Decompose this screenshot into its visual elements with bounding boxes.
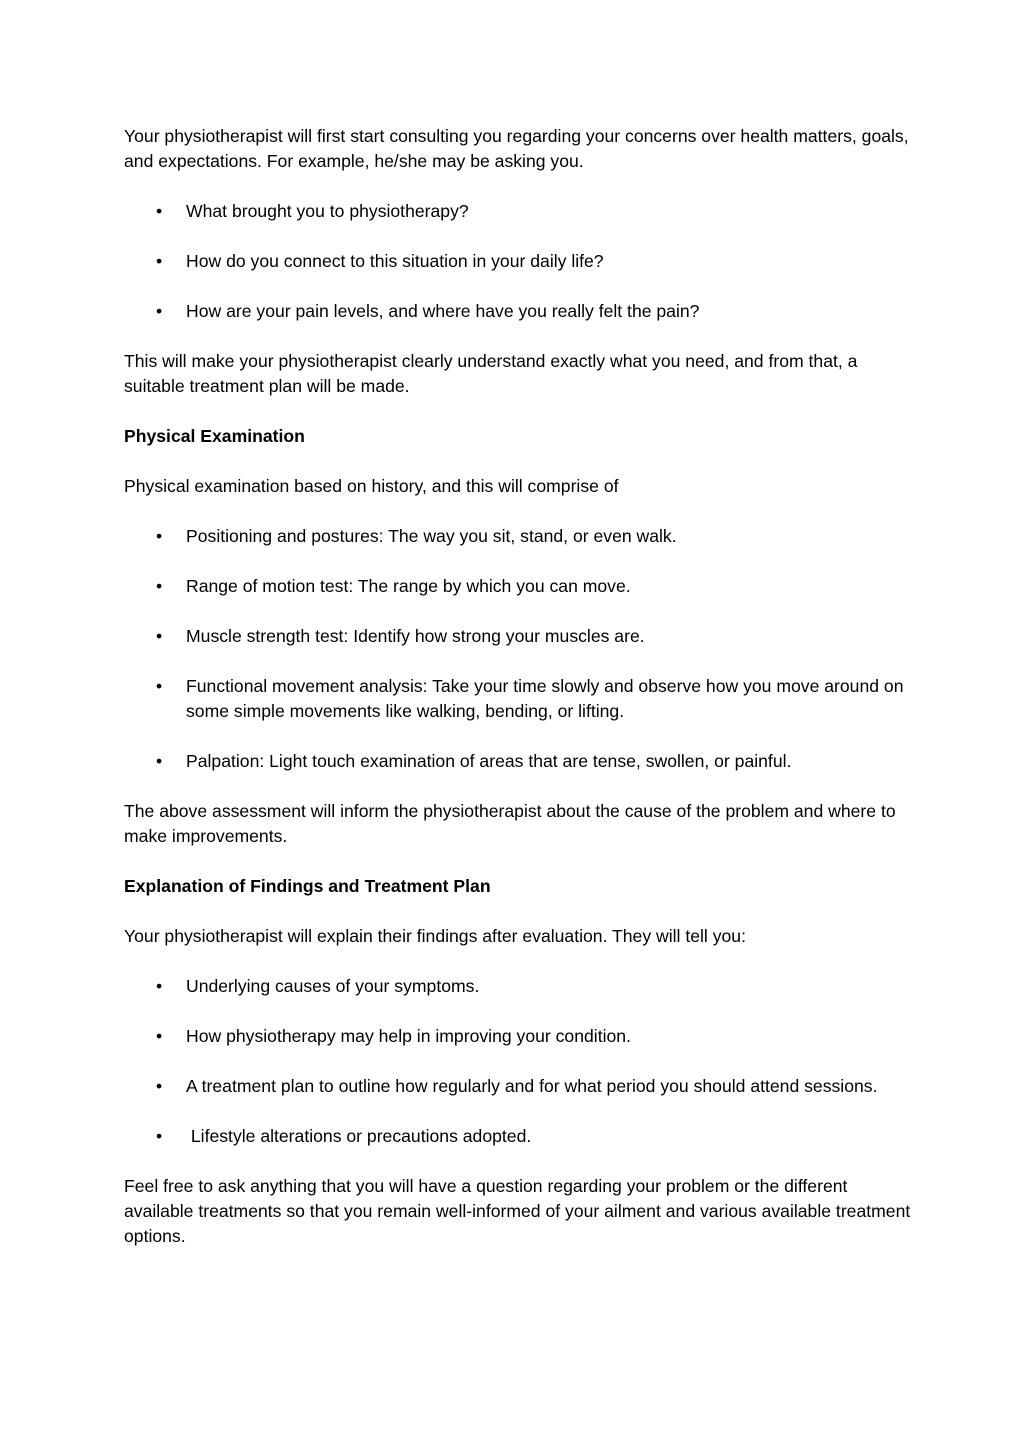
findings-lead: Your physiotherapist will explain their findings after evaluation. They will tell you: [124, 926, 746, 946]
list-item [124, 1024, 914, 1049]
bullet-icon: • [156, 976, 163, 996]
list-item-text: How physiotherapy may help in improving your condition. [186, 1026, 631, 1046]
list-item-text: Palpation: Light touch examination of areas that are tense, swollen, or painful. [186, 751, 792, 771]
intro-question-list [124, 199, 914, 324]
list-item-text: How do you connect to this situation in your daily life? [186, 251, 604, 271]
intro-paragraph: Your physiotherapist will first start consulting you regarding your concerns over health matters, goals, and expectations. For example, he/she may be asking you. [124, 126, 909, 171]
list-item-text: Lifestyle alterations or precautions adopted. [186, 1126, 532, 1146]
list-item-text: Underlying causes of your symptoms. [186, 976, 480, 996]
list-item-text: Muscle strength test: Identify how strong your muscles are. [186, 626, 645, 646]
list-item-text: A treatment plan to outline how regularly and for what period you should attend sessions. [186, 1076, 878, 1096]
bullet-icon: • [156, 301, 163, 321]
bullet-icon: • [156, 526, 163, 546]
findings-heading: Explanation of Findings and Treatment Plan [124, 876, 491, 896]
list-item-text: How are your pain levels, and where have you really felt the pain? [186, 301, 700, 321]
bullet-icon: • [156, 1126, 163, 1146]
bullet-icon: • [156, 1076, 163, 1096]
list-item [124, 249, 914, 274]
list-item [124, 1124, 914, 1149]
list-item [124, 1074, 914, 1099]
physical-examination-conclusion: The above assessment will inform the physiotherapist about the cause of the problem and where to make improvements. [124, 801, 896, 846]
physical-examination-lead: Physical examination based on history, and this will comprise of [124, 476, 619, 496]
bullet-icon: • [156, 1026, 163, 1046]
list-item [124, 624, 914, 649]
bullet-icon: • [156, 576, 163, 596]
bullet-icon: • [156, 251, 163, 271]
physical-examination-heading: Physical Examination [124, 426, 305, 446]
list-item-text: Functional movement analysis: Take your time slowly and observe how you move around on some simple movements like walking, bending, or lifting. [186, 676, 904, 721]
list-item [124, 749, 914, 774]
list-item [124, 524, 914, 549]
intro-conclusion: This will make your physiotherapist clearly understand exactly what you need, and from that, a suitable treatment plan will be made. [124, 351, 858, 396]
bullet-icon: • [156, 201, 163, 221]
list-item [124, 574, 914, 599]
list-item [124, 974, 914, 999]
list-item-text: Positioning and postures: The way you sit, stand, or even walk. [186, 526, 677, 546]
bullet-icon: • [156, 626, 163, 646]
list-item [124, 299, 914, 324]
list-item [124, 674, 914, 724]
document-page [124, 124, 914, 1274]
physical-examination-list [124, 524, 914, 774]
bullet-icon: • [156, 676, 163, 696]
list-item [124, 199, 914, 224]
list-item-text: What brought you to physiotherapy? [186, 201, 469, 221]
list-item-text: Range of motion test: The range by which you can move. [186, 576, 631, 596]
findings-conclusion: Feel free to ask anything that you will have a question regarding your problem or the different available treatments so that you remain well-informed of your ailment and various available treatment options. [124, 1176, 911, 1246]
findings-list [124, 974, 914, 1149]
bullet-icon: • [156, 751, 163, 771]
